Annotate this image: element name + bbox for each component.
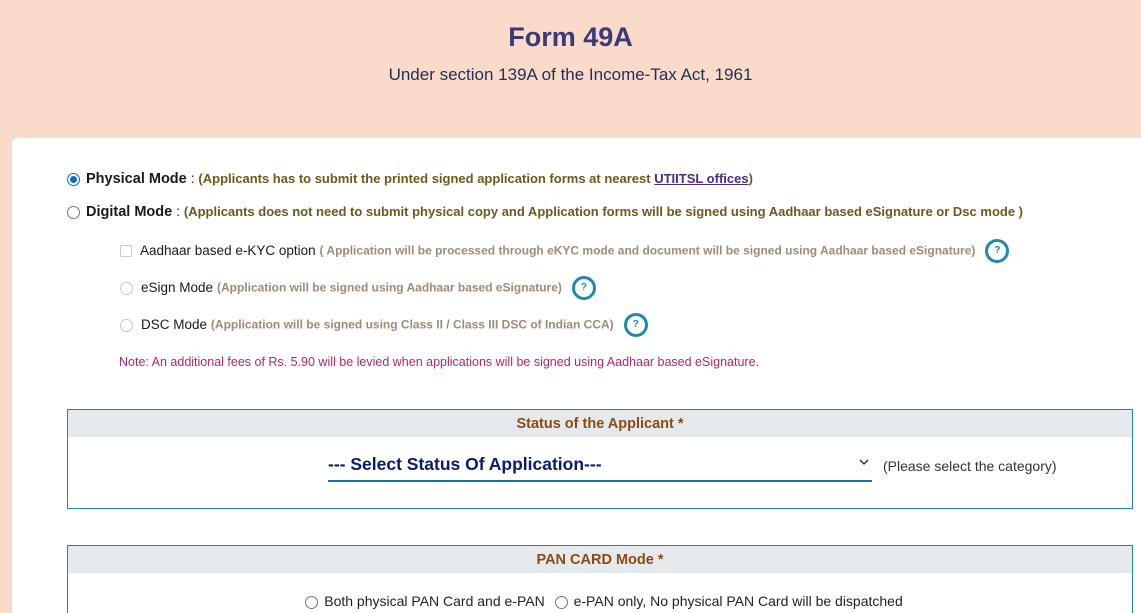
status-select-value: --- Select Status Of Application---: [328, 454, 602, 474]
ekyc-checkbox[interactable]: [120, 245, 132, 257]
ekyc-desc: ( Application will be processed through eKYC mode and document will be signed using Aadhaar based eSignature): [319, 243, 976, 258]
pan-both-label: Both physical PAN Card and e-PAN: [324, 593, 545, 609]
esign-help-icon[interactable]: ?: [572, 276, 596, 300]
ekyc-option-row: [120, 239, 1009, 263]
digital-mode-row: [67, 203, 1023, 220]
pan-section-title-text: PAN CARD Mode: [536, 552, 654, 568]
utiitsl-offices-link[interactable]: UTIITSL offices: [654, 171, 749, 186]
pan-card-section: [67, 545, 1133, 613]
pan-epan-label: e-PAN only, No physical PAN Card will be dispatched: [573, 593, 903, 609]
pan-required-mark: *: [657, 552, 664, 568]
dsc-label: DSC Mode: [141, 316, 208, 332]
chevron-down-icon: [858, 456, 870, 468]
dsc-radio[interactable]: [120, 319, 133, 332]
status-required-mark: *: [677, 416, 684, 432]
physical-mode-colon: :: [186, 170, 199, 186]
physical-mode-desc-end: ): [748, 171, 753, 186]
physical-mode-label: Physical Mode: [86, 171, 187, 187]
esign-radio[interactable]: [120, 282, 133, 295]
esign-label: eSign Mode: [141, 279, 214, 295]
page-subtitle: Under section 139A of the Income-Tax Act, 1961: [388, 65, 753, 84]
physical-mode-radio[interactable]: [67, 173, 80, 186]
physical-mode-desc-text: (Applicants has to submit the printed signed application forms at nearest: [198, 171, 655, 186]
esign-option-row: [120, 276, 596, 300]
pan-epan-radio[interactable]: [555, 596, 568, 609]
status-hint: (Please select the category): [883, 458, 1057, 474]
physical-mode-desc: [198, 171, 753, 186]
page-header: [0, 0, 1141, 140]
page-title: Form 49A: [508, 22, 633, 52]
digital-mode-radio[interactable]: [67, 206, 80, 219]
status-section: [67, 409, 1133, 509]
ekyc-label: Aadhaar based e-KYC option: [140, 242, 316, 258]
ekyc-help-icon[interactable]: ?: [985, 239, 1009, 263]
digital-mode-desc: (Applicants does not need to submit physical copy and Application forms will be signed using Aadhaar based eSignature or Dsc mode ): [183, 204, 1023, 219]
pan-both-radio[interactable]: [305, 596, 318, 609]
form-card: [12, 138, 1141, 613]
pan-section-title: [68, 546, 1132, 573]
dsc-help-icon[interactable]: ?: [624, 313, 648, 337]
pan-mode-options: [68, 593, 1134, 609]
status-select[interactable]: [328, 448, 872, 482]
esign-desc: (Application will be signed using Aadhaar based eSignature): [216, 280, 562, 295]
physical-mode-row: [67, 170, 753, 187]
esign-fee-note: Note: An additional fees of Rs. 5.90 will be levied when applications will be signed using Aadhaar based eSignature.: [119, 355, 759, 369]
dsc-option-row: [120, 313, 648, 337]
digital-mode-colon: :: [172, 203, 184, 219]
digital-mode-label: Digital Mode: [86, 204, 173, 220]
status-section-title: [68, 410, 1132, 437]
dsc-desc: (Application will be signed using Class II / Class III DSC of Indian CCA): [210, 317, 614, 332]
status-section-title-text: Status of the Applicant: [516, 416, 674, 432]
